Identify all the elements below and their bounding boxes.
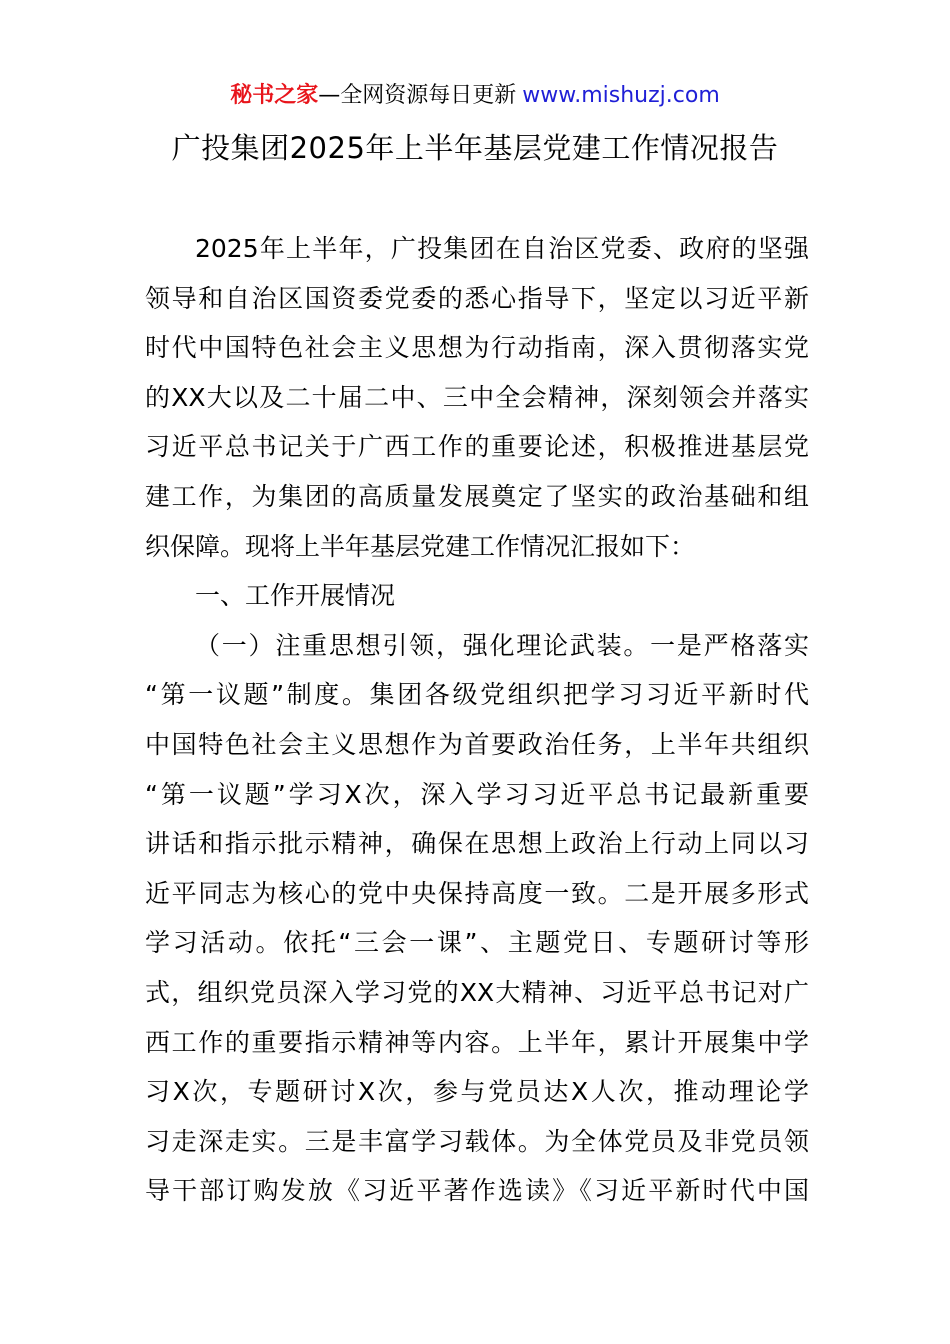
- body-line: 中国特色社会主义思想作为首要政治任务，上半年共组织: [145, 729, 809, 759]
- body-line: 西工作的重要指示精神等内容。上半年，累计开展集中学: [145, 1027, 809, 1057]
- body-line: 讲话和指示批示精神，确保在思想上政治上行动上同以习: [145, 829, 809, 859]
- body-line: 习走深走实。三是丰富学习载体。为全体党员及非党员领: [145, 1126, 809, 1156]
- site-url-link[interactable]: www.mishuzj.com: [522, 83, 720, 108]
- body-line: 式，组织党员深入学习党的XX大精神、习近平总书记对广: [145, 977, 809, 1007]
- body-line: 学习活动。依托“三会一课”、主题党日、专题研讨等形: [145, 928, 809, 958]
- body-line: （一）注重思想引领，强化理论武装。一是严格落实: [195, 630, 809, 660]
- body-line: 近平同志为核心的党中央保持高度一致。二是开展多形式: [145, 878, 809, 908]
- body-line: 2025年上半年，广投集团在自治区党委、政府的坚强: [195, 234, 809, 263]
- body-line: “第一议题”学习X次，深入学习习近平总书记最新重要: [145, 779, 809, 809]
- section-heading: 一、工作开展情况: [195, 581, 396, 611]
- document-body: [145, 224, 809, 1216]
- body-line: 习近平总书记关于广西工作的重要论述，积极推进基层党: [145, 432, 809, 462]
- body-line: 导干部订购发放《习近平著作选读》《习近平新时代中国: [145, 1176, 809, 1206]
- brand-name: 秘书之家: [230, 83, 319, 108]
- body-line: 的XX大以及二十届二中、三中全会精神，深刻领会并落实: [145, 382, 809, 412]
- banner-tagline: —全网资源每日更新: [318, 83, 517, 108]
- site-banner: [0, 80, 950, 112]
- body-line: 建工作，为集团的高质量发展奠定了坚实的政治基础和组: [145, 481, 809, 511]
- body-line: 习X次，专题研讨X次，参与党员达X人次，推动理论学: [145, 1077, 809, 1107]
- document-title: 广投集团2025年上半年基层党建工作情况报告: [171, 131, 779, 165]
- body-line: “第一议题”制度。集团各级党组织把学习习近平新时代: [145, 680, 809, 710]
- body-line: 领导和自治区国资委党委的悉心指导下，坚定以习近平新: [145, 283, 809, 313]
- body-line: 时代中国特色社会主义思想为行动指南，深入贯彻落实党: [145, 333, 809, 363]
- body-line: 织保障。现将上半年基层党建工作情况汇报如下：: [145, 531, 696, 561]
